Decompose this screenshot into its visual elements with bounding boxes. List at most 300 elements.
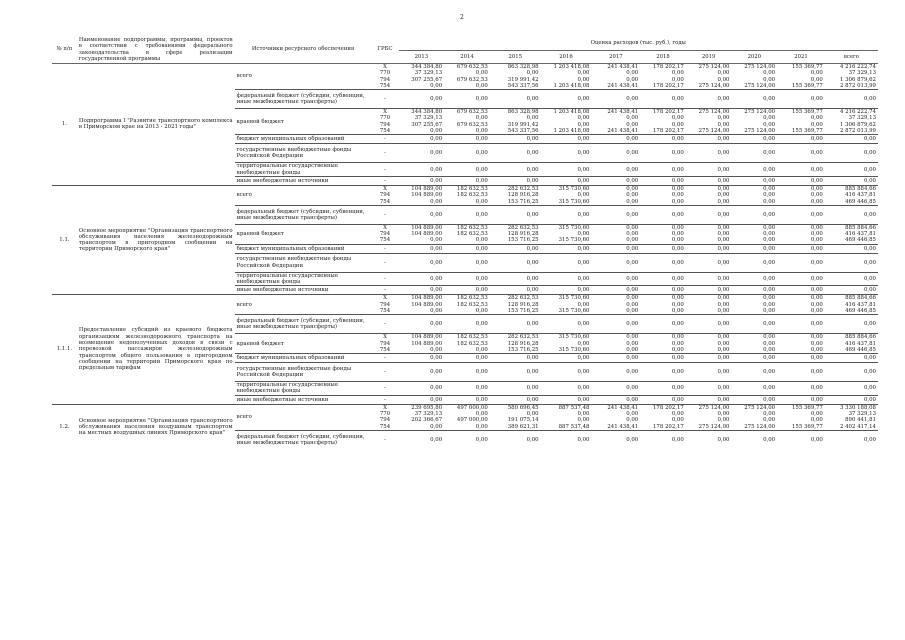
amount-cell: 0,00: [577, 301, 590, 308]
amount-cell: 0,00: [717, 417, 730, 424]
amount-cell: 0,00: [717, 301, 730, 308]
amount-cell: 275 124,00: [686, 64, 732, 71]
amount-cell: 0,00: [490, 315, 541, 334]
amount-cell: 0,00: [541, 382, 592, 396]
amount-cell: 0,00: [777, 253, 825, 272]
amount-cell: 0,00: [763, 76, 776, 83]
amount-cell: 0,00: [763, 70, 776, 77]
amount-cell: 0,00: [475, 411, 488, 418]
amount-cell: 0,00: [777, 176, 825, 185]
amount-cell: 0,00: [640, 354, 686, 363]
amount-cell: 0,00: [825, 382, 878, 396]
amount-cell: 0,00: [640, 382, 686, 396]
amount-cell: 0,00: [399, 430, 445, 449]
amount-cell: 104 889,00: [411, 192, 443, 199]
amount-cell: 0,00: [444, 363, 490, 382]
amount-cell: 241 438,41: [607, 128, 639, 135]
amount-cell: 679 632,53: [444, 109, 490, 116]
header-year: 2013: [399, 51, 445, 64]
amount-cell: 469 446,85: [845, 237, 876, 244]
amount-cell: 0,00: [717, 121, 730, 128]
amount-cell: 0,00: [626, 411, 639, 418]
amount-cell: 0,00: [640, 295, 686, 302]
amount-cell: 890 441,81: [845, 417, 876, 424]
amount-cell: 0,00: [591, 286, 640, 295]
amount-cell: 0,00: [490, 163, 541, 177]
amount-cell: 0,00: [825, 244, 878, 253]
funding-source: государственные внебюджетные фонды Российской Федерации: [235, 144, 372, 163]
amount-cell: 0,00: [777, 334, 825, 341]
amount-cell: 0,00: [731, 205, 777, 224]
amount-cell: 315 730,60: [558, 198, 590, 205]
amount-cell: 0,00: [444, 430, 490, 449]
amount-cell: 275 124,00: [686, 404, 732, 411]
amount-cell: 0,00: [763, 198, 776, 205]
amount-cell: 0,00: [490, 176, 541, 185]
amount-cell: 0,00: [640, 272, 686, 286]
funding-source: государственные внебюджетные фонды Российской Федерации: [235, 253, 372, 272]
amount-cell: 0,00: [399, 135, 445, 144]
amount-cell: 178 202,17: [640, 404, 686, 411]
amount-cell: 0,00: [444, 286, 490, 295]
amount-cell: 0,00: [763, 115, 776, 122]
row-number: 1.1.1.: [52, 295, 77, 404]
amount-cell: 0,00: [475, 70, 488, 77]
grbs-code: -: [372, 315, 399, 334]
amount-cell: 0,00: [490, 430, 541, 449]
grbs-code: 794: [379, 231, 391, 238]
amount-cell: 0,00: [626, 198, 639, 205]
amount-cell: 0,00: [541, 430, 592, 449]
amount-cell: 0,00: [430, 307, 443, 314]
amount-cell: 0,00: [671, 121, 684, 128]
amount-cell: 128 916,28: [507, 231, 539, 238]
amount-cell: 885 884,66: [825, 334, 878, 341]
amount-cell: 0,00: [444, 163, 490, 177]
amount-cell: 0,00: [591, 185, 640, 192]
amount-cell: 0,00: [717, 340, 730, 347]
amount-cell: 202 366,67: [411, 417, 443, 424]
header-name: Наименование подпрограммы, программы, проектов в соответствии с требованиями федерального законодательства в сфере реализации государственной программы: [78, 36, 233, 62]
grbs-code: X: [372, 224, 399, 231]
amount-cell: 0,00: [591, 224, 640, 231]
amount-cell: 0,00: [475, 128, 488, 135]
page-number: 2: [460, 14, 464, 21]
amount-cell: 0,00: [763, 346, 776, 353]
amount-cell: 469 446,85: [845, 307, 876, 314]
amount-cell: 0,00: [591, 334, 640, 341]
amount-cell: 0,00: [731, 295, 777, 302]
grbs-code: 754: [379, 307, 391, 314]
header-year: 2018: [640, 51, 686, 64]
amount-cell: 416 437,81: [845, 192, 876, 199]
grbs-code: -: [372, 205, 399, 224]
amount-cell: 0,00: [810, 417, 823, 424]
amount-cell: 275 124,00: [686, 109, 732, 116]
header-year: 2017: [591, 51, 640, 64]
amount-cell: 416 437,81: [845, 231, 876, 238]
amount-cell: 155 369,77: [791, 82, 823, 89]
amount-cell: 0,00: [577, 192, 590, 199]
amount-cell: 0,00: [541, 90, 592, 109]
amount-cell: 0,00: [430, 346, 443, 353]
amount-cell: 315 730,60: [541, 185, 592, 192]
amount-cell: 0,00: [626, 70, 639, 77]
amount-cell: 497 000,00: [456, 417, 488, 424]
table-row: [52, 64, 878, 71]
amount-cell: 1 203 418,08: [541, 109, 592, 116]
amount-cell: 155 369,77: [791, 128, 823, 135]
amount-cell: 2 872 013,99: [839, 82, 876, 89]
amount-cell: 0,00: [825, 163, 878, 177]
amount-cell: 0,00: [626, 192, 639, 199]
amount-cell: 0,00: [777, 135, 825, 144]
amount-cell: 182 632,53: [444, 295, 490, 302]
funding-source: федеральный бюджет (субсидии, субвенции, иные межбюджетные трансферты): [235, 205, 372, 224]
amount-cell: 241 438,41: [591, 64, 640, 71]
amount-cell: 315 730,60: [558, 307, 590, 314]
amount-cell: 0,00: [577, 411, 590, 418]
amount-cell: 0,00: [475, 237, 488, 244]
amount-cell: 1 306 879,62: [839, 76, 876, 83]
amount-cell: 0,00: [640, 315, 686, 334]
amount-cell: 0,00: [731, 354, 777, 363]
amount-cell: 0,00: [810, 76, 823, 83]
amount-cell: 0,00: [490, 272, 541, 286]
amount-cell: 0,00: [671, 237, 684, 244]
amount-cell: 0,00: [541, 163, 592, 177]
amount-cell: 37 329,13: [414, 411, 443, 418]
amount-cell: 0,00: [399, 395, 445, 404]
amount-cell: 0,00: [626, 307, 639, 314]
amount-cell: 241 438,41: [591, 109, 640, 116]
amount-cell: 0,00: [810, 346, 823, 353]
amount-cell: 0,00: [717, 411, 730, 418]
funding-source: федеральный бюджет (субсидии, субвенции, иные межбюджетные трансферты): [235, 315, 372, 334]
funding-source: бюджет муниципальных образований: [235, 135, 372, 144]
grbs-code: 794: [379, 417, 391, 424]
amount-cell: 0,00: [777, 286, 825, 295]
amount-cell: 0,00: [810, 192, 823, 199]
amount-cell: 0,00: [686, 272, 732, 286]
amount-cell: 0,00: [777, 90, 825, 109]
amount-cell: 0,00: [686, 315, 732, 334]
table-row: [52, 404, 878, 411]
amount-cell: 0,00: [671, 301, 684, 308]
amount-cell: 0,00: [810, 301, 823, 308]
amount-cell: 104 889,00: [411, 301, 443, 308]
funding-source: иные внебюджетные источники: [235, 395, 372, 404]
amount-cell: 275 124,00: [744, 82, 776, 89]
amount-cell: 0,00: [825, 363, 878, 382]
amount-cell: 887 537,48: [558, 423, 590, 430]
amount-cell: 0,00: [640, 244, 686, 253]
amount-cell: 0,00: [671, 346, 684, 353]
amount-cell: 319 991,42: [507, 121, 539, 128]
amount-cell: 0,00: [640, 253, 686, 272]
amount-cell: 0,00: [490, 363, 541, 382]
amount-cell: 0,00: [777, 382, 825, 396]
grbs-code: -: [372, 163, 399, 177]
funding-source: иные внебюджетные источники: [235, 176, 372, 185]
grbs-code: 770: [379, 411, 391, 418]
amount-cell: 0,00: [591, 176, 640, 185]
amount-cell: 1 203 418,08: [553, 128, 590, 135]
amount-cell: 0,00: [763, 192, 776, 199]
amount-cell: 155 369,77: [791, 423, 823, 430]
amount-cell: 0,00: [731, 90, 777, 109]
amount-cell: 178 202,17: [652, 82, 684, 89]
amount-cell: 0,00: [541, 176, 592, 185]
grbs-code: -: [372, 244, 399, 253]
amount-cell: 0,00: [444, 176, 490, 185]
amount-cell: 0,00: [626, 115, 639, 122]
amount-cell: 0,00: [591, 253, 640, 272]
amount-cell: 0,00: [777, 244, 825, 253]
amount-cell: 0,00: [671, 70, 684, 77]
amount-cell: 0,00: [763, 307, 776, 314]
amount-cell: 0,00: [810, 411, 823, 418]
amount-cell: 104 889,00: [411, 340, 443, 347]
amount-cell: 1 203 418,08: [541, 64, 592, 71]
amount-cell: 679 632,53: [456, 121, 488, 128]
amount-cell: 178 202,17: [640, 64, 686, 71]
amount-cell: 155 369,77: [777, 109, 825, 116]
amount-cell: 0,00: [763, 411, 776, 418]
amount-cell: 0,00: [591, 382, 640, 396]
amount-cell: 0,00: [399, 272, 445, 286]
amount-cell: 0,00: [686, 430, 732, 449]
amount-cell: 0,00: [777, 205, 825, 224]
amount-cell: 0,00: [541, 315, 592, 334]
amount-cell: 0,00: [731, 253, 777, 272]
amount-cell: 315 730,60: [558, 237, 590, 244]
amount-cell: 0,00: [399, 315, 445, 334]
grbs-code: 754: [379, 82, 391, 89]
amount-cell: 0,00: [591, 430, 640, 449]
amount-cell: 0,00: [640, 363, 686, 382]
funding-source: бюджет муниципальных образований: [235, 244, 372, 253]
amount-cell: 0,00: [490, 253, 541, 272]
amount-cell: 0,00: [541, 272, 592, 286]
grbs-code: X: [372, 404, 399, 411]
grbs-code: -: [372, 176, 399, 185]
amount-cell: 275 124,00: [698, 82, 730, 89]
amount-cell: 307 255,67: [411, 121, 443, 128]
header-estimate: Оценка расходов (тыс. руб.), годы: [399, 36, 878, 51]
amount-cell: 315 730,60: [541, 334, 592, 341]
amount-cell: 0,00: [731, 163, 777, 177]
amount-cell: 0,00: [825, 430, 878, 449]
amount-cell: 0,00: [717, 192, 730, 199]
amount-cell: 0,00: [475, 346, 488, 353]
grbs-code: 770: [379, 70, 391, 77]
amount-cell: 315 730,60: [558, 346, 590, 353]
amount-cell: 0,00: [399, 144, 445, 163]
grbs-code: -: [372, 395, 399, 404]
amount-cell: 1 203 418,08: [553, 82, 590, 89]
amount-cell: 178 202,17: [652, 423, 684, 430]
amount-cell: 0,00: [444, 90, 490, 109]
row-number: 1.1.: [52, 185, 77, 294]
grbs-code: 794: [379, 121, 391, 128]
amount-cell: 182 632,53: [444, 334, 490, 341]
amount-cell: 0,00: [444, 354, 490, 363]
amount-cell: 0,00: [577, 70, 590, 77]
amount-cell: 580 696,45: [490, 404, 541, 411]
amount-cell: 0,00: [541, 395, 592, 404]
amount-cell: 153 716,25: [507, 307, 539, 314]
amount-cell: 275 124,00: [698, 128, 730, 135]
grbs-code: -: [372, 382, 399, 396]
amount-cell: 0,00: [475, 307, 488, 314]
amount-cell: 389 621,31: [507, 423, 539, 430]
amount-cell: 0,00: [671, 417, 684, 424]
amount-cell: 0,00: [444, 272, 490, 286]
amount-cell: 282 632,53: [490, 185, 541, 192]
amount-cell: 0,00: [640, 135, 686, 144]
amount-cell: 0,00: [577, 121, 590, 128]
amount-cell: 0,00: [577, 417, 590, 424]
amount-cell: 0,00: [731, 286, 777, 295]
amount-cell: 0,00: [626, 301, 639, 308]
amount-cell: 0,00: [626, 340, 639, 347]
header-year: 2019: [686, 51, 732, 64]
amount-cell: 0,00: [810, 307, 823, 314]
amount-cell: 0,00: [591, 144, 640, 163]
funding-source: всего: [235, 404, 372, 430]
amount-cell: 0,00: [777, 144, 825, 163]
amount-cell: 0,00: [717, 115, 730, 122]
amount-cell: 128 916,28: [507, 301, 539, 308]
grbs-code: 754: [379, 346, 391, 353]
amount-cell: 0,00: [717, 70, 730, 77]
amount-cell: 0,00: [825, 205, 878, 224]
amount-cell: 0,00: [777, 395, 825, 404]
amount-cell: 0,00: [686, 205, 732, 224]
header-source: Источники ресурсного обеспечения: [235, 36, 372, 64]
amount-cell: 0,00: [686, 253, 732, 272]
amount-cell: 178 202,17: [652, 128, 684, 135]
amount-cell: 0,00: [731, 382, 777, 396]
amount-cell: 0,00: [686, 295, 732, 302]
amount-cell: 0,00: [444, 135, 490, 144]
amount-cell: 543 337,56: [507, 128, 539, 135]
amount-cell: 0,00: [777, 354, 825, 363]
amount-cell: 0,00: [399, 363, 445, 382]
amount-cell: 282 632,53: [490, 334, 541, 341]
amount-cell: 0,00: [475, 198, 488, 205]
table-body: [52, 64, 878, 450]
amount-cell: 0,00: [490, 205, 541, 224]
amount-cell: 469 446,85: [845, 346, 876, 353]
funding-source: федеральный бюджет (субсидии, субвенции, иные межбюджетные трансферты): [235, 430, 372, 449]
amount-cell: 0,00: [626, 231, 639, 238]
amount-cell: 0,00: [731, 272, 777, 286]
amount-cell: 0,00: [777, 224, 825, 231]
amount-cell: 0,00: [490, 395, 541, 404]
amount-cell: 0,00: [686, 185, 732, 192]
amount-cell: 0,00: [591, 163, 640, 177]
amount-cell: 0,00: [444, 144, 490, 163]
amount-cell: 0,00: [490, 135, 541, 144]
amount-cell: 0,00: [810, 115, 823, 122]
amount-cell: 239 695,80: [399, 404, 445, 411]
amount-cell: 0,00: [541, 205, 592, 224]
header-no: № п/п: [52, 36, 77, 64]
grbs-code: 794: [379, 192, 391, 199]
amount-cell: 241 438,41: [607, 423, 639, 430]
amount-cell: 0,00: [686, 144, 732, 163]
amount-cell: 0,00: [810, 340, 823, 347]
amount-cell: 0,00: [444, 244, 490, 253]
grbs-code: -: [372, 354, 399, 363]
amount-cell: 104 889,00: [399, 224, 445, 231]
grbs-code: -: [372, 272, 399, 286]
amount-cell: 0,00: [591, 90, 640, 109]
amount-cell: 2 402 417,14: [839, 423, 876, 430]
amount-cell: 0,00: [591, 135, 640, 144]
amount-cell: 182 632,53: [456, 231, 488, 238]
amount-cell: 0,00: [763, 237, 776, 244]
amount-cell: 0,00: [399, 286, 445, 295]
amount-cell: 0,00: [731, 315, 777, 334]
grbs-code: -: [372, 144, 399, 163]
amount-cell: 3 330 188,08: [825, 404, 878, 411]
amount-cell: 0,00: [640, 205, 686, 224]
amount-cell: 0,00: [686, 363, 732, 382]
amount-cell: 0,00: [686, 382, 732, 396]
amount-cell: 0,00: [810, 121, 823, 128]
amount-cell: 416 437,81: [845, 301, 876, 308]
amount-cell: 319 991,42: [507, 76, 539, 83]
amount-cell: 0,00: [777, 430, 825, 449]
amount-cell: 0,00: [731, 176, 777, 185]
amount-cell: 1 306 879,62: [839, 121, 876, 128]
grbs-code: -: [372, 90, 399, 109]
amount-cell: 0,00: [430, 82, 443, 89]
amount-cell: 0,00: [825, 286, 878, 295]
amount-cell: 0,00: [490, 144, 541, 163]
funding-source: всего: [235, 185, 372, 205]
grbs-code: 794: [379, 76, 391, 83]
amount-cell: 0,00: [717, 198, 730, 205]
amount-cell: 153 716,25: [507, 237, 539, 244]
amount-cell: 0,00: [731, 185, 777, 192]
amount-cell: 0,00: [399, 90, 445, 109]
amount-cell: 0,00: [717, 307, 730, 314]
amount-cell: 0,00: [777, 185, 825, 192]
amount-cell: 0,00: [444, 382, 490, 396]
amount-cell: 863 328,98: [490, 64, 541, 71]
amount-cell: 0,00: [399, 244, 445, 253]
amount-cell: 0,00: [577, 76, 590, 83]
grbs-code: 754: [379, 198, 391, 205]
amount-cell: 4 216 222,74: [825, 109, 878, 116]
amount-cell: 37 329,13: [414, 70, 443, 77]
amount-cell: 0,00: [717, 231, 730, 238]
amount-cell: 128 916,28: [507, 192, 539, 199]
amount-cell: 275 124,00: [744, 128, 776, 135]
amount-cell: 885 884,66: [825, 185, 878, 192]
amount-cell: 0,00: [671, 198, 684, 205]
amount-cell: 0,00: [430, 128, 443, 135]
amount-cell: 0,00: [731, 334, 777, 341]
funding-source: иные внебюджетные источники: [235, 286, 372, 295]
amount-cell: 37 329,13: [848, 411, 876, 418]
funding-source: территориальные государственные внебюджетные фонды: [235, 272, 372, 286]
amount-cell: 275 124,00: [698, 423, 730, 430]
